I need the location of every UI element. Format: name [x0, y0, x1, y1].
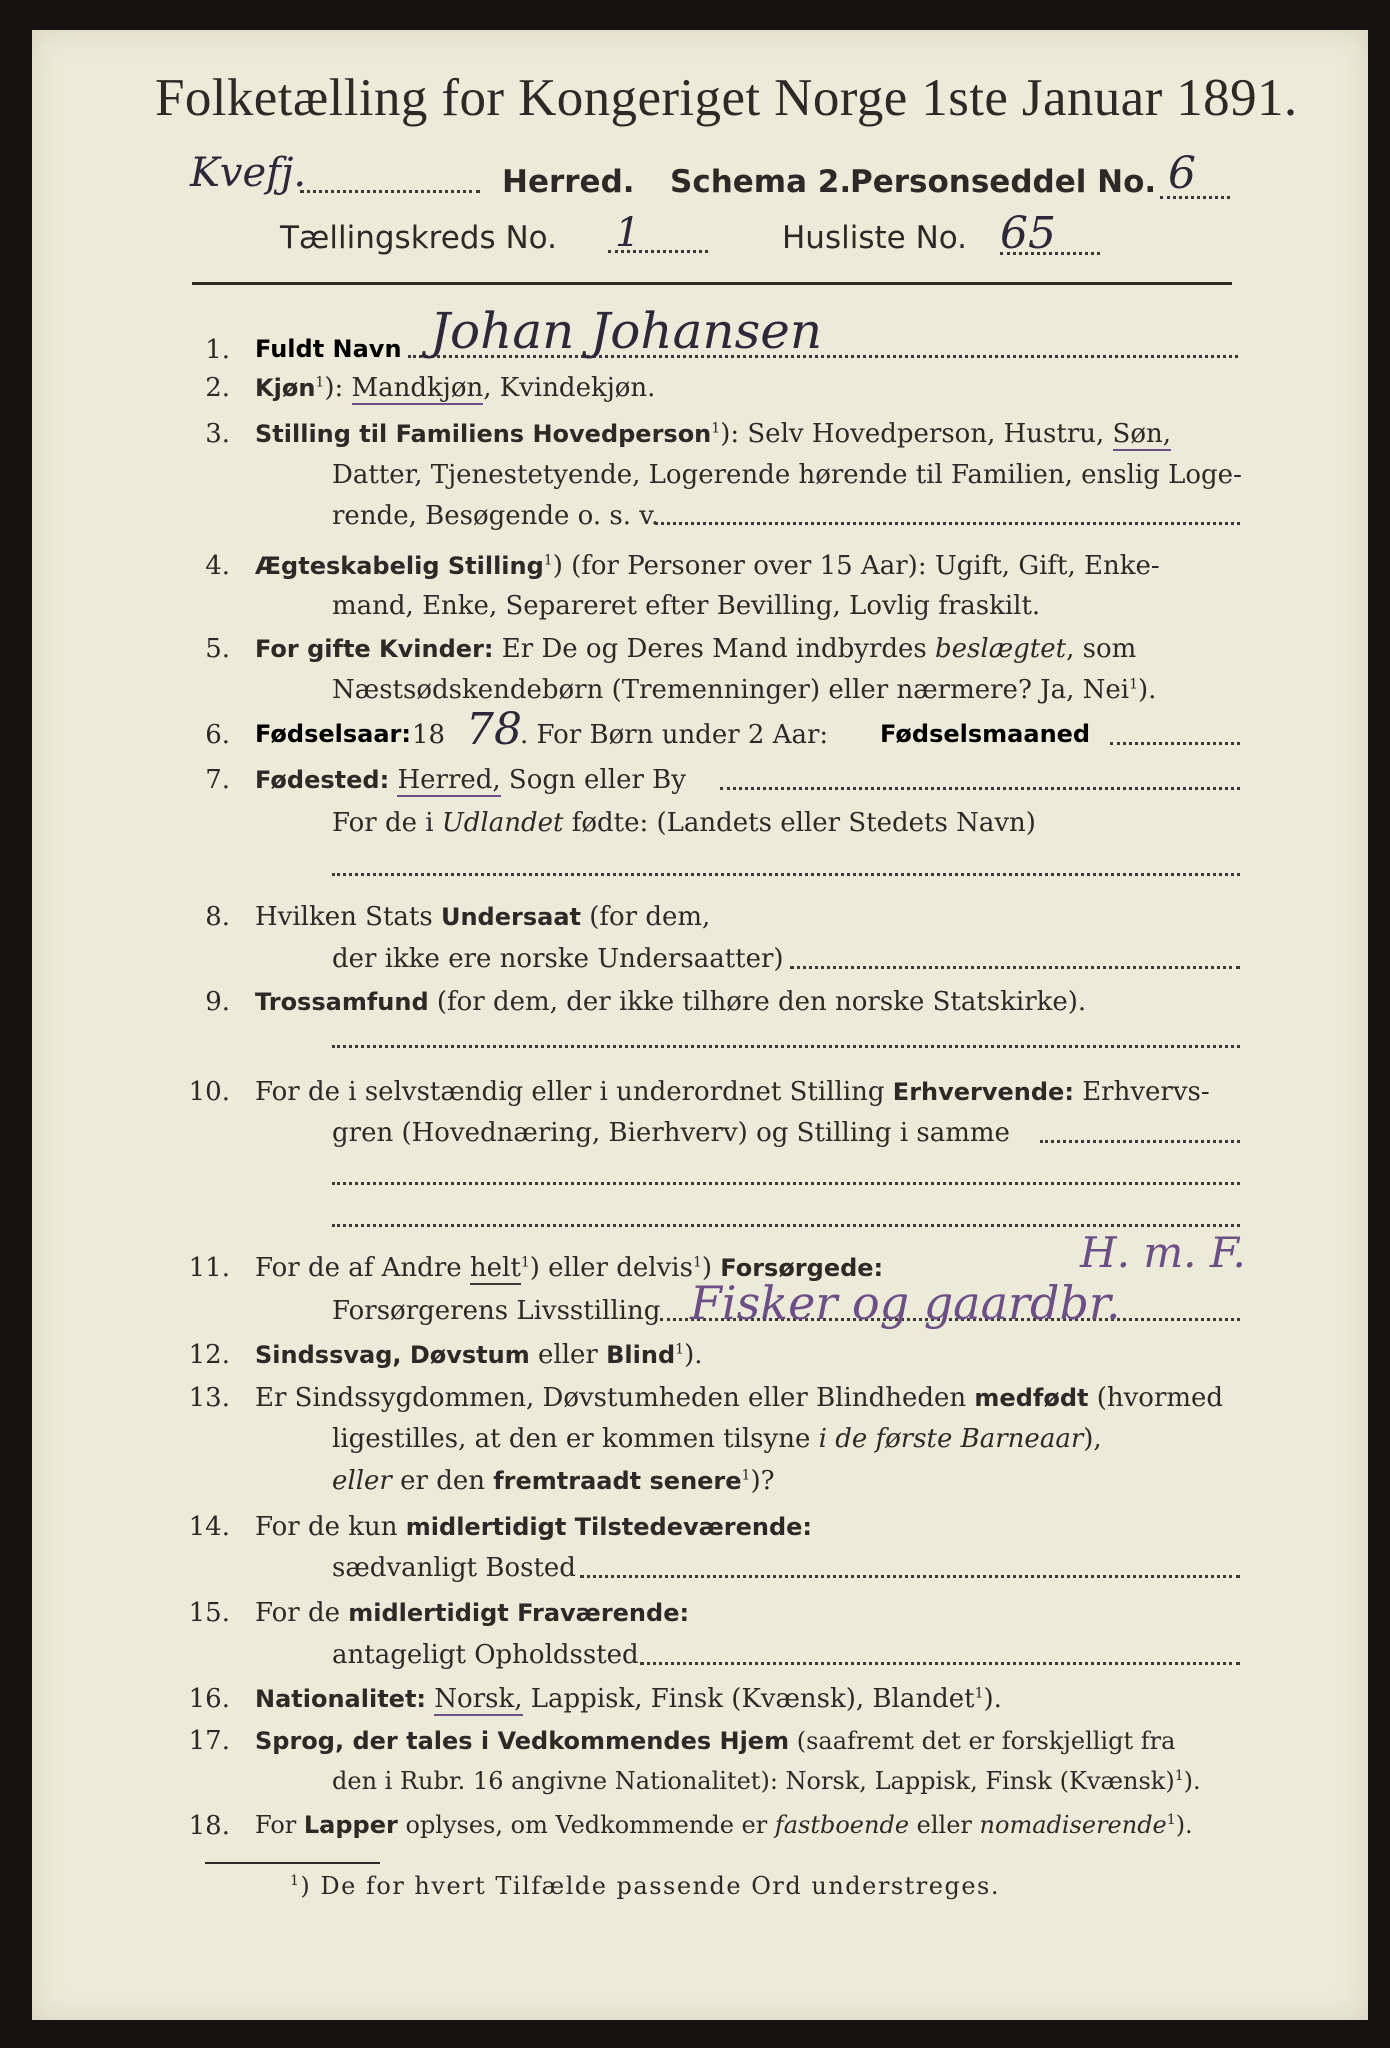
- q3-dotted-line: [655, 522, 1240, 525]
- personseddel-label: Personseddel No.: [850, 164, 1157, 200]
- q14-number: 14.: [188, 1512, 230, 1542]
- q7-dotted-line2: [332, 873, 1240, 876]
- q7-line2-a: For de i: [332, 808, 442, 838]
- q11-text-c: ): [701, 1253, 721, 1283]
- q14-line1: [255, 1512, 812, 1542]
- q11-text-a: For de af Andre: [255, 1253, 470, 1283]
- q4-footnote-mark: 1: [543, 552, 553, 569]
- q10-text-b: Erhvervs-: [1073, 1077, 1210, 1107]
- q2-text: ):: [324, 373, 352, 403]
- q17-footnote-mark: 1: [1174, 1768, 1184, 1784]
- q4-text: ) (for Personer over 15 Aar): Ugift, Gift, Enke-: [552, 551, 1160, 581]
- q16-text: Lappisk, Finsk (Kvænsk), Blandet: [522, 1684, 975, 1714]
- q6-year-handwritten: 78: [466, 704, 522, 755]
- q12-end: ).: [684, 1340, 703, 1370]
- q13-line2: [332, 1424, 1102, 1454]
- q7-label: Fødested:: [255, 766, 390, 794]
- q4-line1: [255, 551, 1160, 581]
- q18-number: 18.: [188, 1811, 230, 1841]
- q2-option-mandkjon: Mandkjøn: [351, 373, 484, 403]
- q13-line2-c: ),: [1083, 1424, 1102, 1454]
- schema-label: Schema 2.: [670, 164, 852, 200]
- q15-label: midlertidigt Fraværende:: [348, 1599, 690, 1627]
- q10-dotted-line1: [1040, 1140, 1240, 1143]
- q2-label: Kjøn: [255, 374, 316, 402]
- q9-label: Trossamfund: [255, 988, 429, 1016]
- q1-number: 1.: [205, 335, 230, 365]
- q7-line1: [255, 765, 686, 795]
- q1-answer-name: Johan Johansen: [430, 302, 823, 360]
- herred-dotted-line: [300, 190, 480, 193]
- q11-option-helt: helt: [469, 1253, 521, 1283]
- q11-label: Forsørgede:: [720, 1254, 884, 1282]
- q6-label: Fødselsaar:: [255, 720, 411, 748]
- q13-footnote-mark: 1: [741, 1467, 751, 1484]
- q18-mid: eller: [909, 1811, 980, 1839]
- q18-nomadiserende: nomadiserende: [979, 1811, 1167, 1839]
- q11-occupation-handwritten: Fisker og gaardbr.: [690, 1276, 1121, 1330]
- q8-label: Undersaat: [440, 903, 581, 931]
- q3-option-son: Søn,: [1112, 419, 1172, 449]
- q11-annotation-handwritten: H. m. F.: [1080, 1228, 1246, 1277]
- q18-footnote-mark: 1: [1166, 1812, 1176, 1828]
- q4-number: 4.: [205, 551, 230, 581]
- q17-label: Sprog, der tales i Vedkommendes Hjem: [255, 1727, 790, 1755]
- personseddel-number: 6: [1168, 148, 1196, 199]
- q10-dotted-line3: [332, 1224, 1240, 1227]
- q5-number: 5.: [205, 634, 230, 664]
- q5-line2: [332, 675, 1156, 705]
- q7-text: Sogn eller By: [500, 765, 686, 795]
- q15-number: 15.: [188, 1598, 230, 1628]
- q7-line2-c: fødte: (Landets eller Stedets Navn): [563, 808, 1036, 838]
- q13-line3-b: er den: [391, 1466, 494, 1496]
- q11-text-b: ) eller delvis: [529, 1253, 693, 1283]
- q3-number: 3.: [205, 419, 230, 449]
- q3-label: Stilling til Familiens Hovedperson: [255, 420, 712, 448]
- q5-end: ).: [1137, 675, 1157, 705]
- q7-line2-udlandet: Udlandet: [441, 808, 564, 838]
- q13-number: 13.: [188, 1383, 230, 1413]
- q13-line1: [255, 1383, 1223, 1413]
- q17-line2: [332, 1767, 1201, 1795]
- q16-end: ).: [983, 1684, 1002, 1714]
- footnote-text: ) De for hvert Tilfælde passende Ord understreges.: [300, 1872, 1000, 1900]
- q13-text-b: (hvormed: [1088, 1383, 1224, 1413]
- q18-label: Lapper: [303, 1811, 398, 1839]
- q3-text: ): Selv Hovedperson, Hustru,: [720, 419, 1113, 449]
- q13-label: medfødt: [974, 1384, 1089, 1412]
- q13-line2-a: ligestilles, at den er kommen tilsyne: [332, 1424, 819, 1454]
- q16-option-norsk: Norsk,: [434, 1684, 523, 1714]
- q8-line1: [255, 902, 710, 932]
- header-rule: [192, 282, 1232, 285]
- kreds-dotted-line: [608, 250, 708, 253]
- q17-number: 17.: [188, 1726, 230, 1756]
- q3-line1: [255, 419, 1171, 449]
- q14-dotted-line: [580, 1575, 1240, 1578]
- form-title: Folketælling for Kongeriget Norge 1ste Januar 1891.: [155, 69, 1298, 127]
- footnote-rule: [205, 1862, 380, 1864]
- q2-footnote-mark: 1: [315, 374, 325, 391]
- q14-label: midlertidigt Tilstedeværende:: [405, 1513, 813, 1541]
- q7-line2: [332, 808, 1036, 838]
- q13-text-a: Er Sindssygdommen, Døvstumheden eller Blindheden: [255, 1383, 975, 1413]
- q17-text-b: (saafremt det er forskjelligt fra: [789, 1727, 1176, 1755]
- q14-text-a: For de kun: [255, 1512, 406, 1542]
- q11-footnote-mark-2: 1: [692, 1254, 702, 1271]
- herred-handwritten: Kvefj.: [190, 150, 307, 196]
- q12-label-blind: Blind: [606, 1341, 676, 1369]
- husliste-dotted-line: [1000, 252, 1100, 255]
- q12-footnote-mark: 1: [675, 1341, 685, 1358]
- q8-text-b: (for dem,: [580, 902, 711, 932]
- q17-line2-text: den i Rubr. 16 angivne Nationalitet): Norsk, Lappisk, Finsk (Kvænsk): [332, 1767, 1175, 1795]
- q12-line: [255, 1340, 702, 1370]
- q6-mid-text: . For Børn under 2 Aar:: [520, 720, 829, 750]
- q5-text-line2: Næstsødskendebørn (Tremenninger) eller nærmere? Ja, Nei: [332, 675, 1130, 705]
- q1-label: Fuldt Navn: [255, 335, 402, 363]
- q17-end: ).: [1183, 1767, 1201, 1795]
- footnote-mark: 1: [290, 1873, 301, 1889]
- q5-label: For gifte Kvinder:: [255, 635, 494, 663]
- footnote: [290, 1872, 1000, 1900]
- q12-mid: eller: [529, 1340, 607, 1370]
- q16-label: Nationalitet:: [255, 1685, 427, 1713]
- q13-line3-c: )?: [750, 1466, 775, 1496]
- q14-line2: sædvanligt Bosted: [332, 1553, 576, 1583]
- q2-option-kvindekjon: , Kvindekjøn.: [483, 373, 656, 403]
- q15-line2: antageligt Opholdssted: [332, 1640, 639, 1670]
- q16-footnote-mark: 1: [974, 1685, 984, 1702]
- q7-option-herred: Herred,: [397, 765, 501, 795]
- q13-line3-eller: eller: [332, 1466, 392, 1496]
- q13-line2-italic: i de første Barneaar: [818, 1424, 1084, 1454]
- q2-number: 2.: [205, 373, 230, 403]
- q11-footnote-mark: 1: [520, 1254, 530, 1271]
- q8-text-a: Hvilken Stats: [255, 902, 441, 932]
- q16-line: [255, 1684, 1002, 1714]
- q7-dotted-line1: [720, 787, 1240, 790]
- q15-text-a: For de: [255, 1598, 349, 1628]
- husliste-label: Husliste No.: [782, 220, 968, 256]
- q15-line1: [255, 1598, 689, 1628]
- q12-label: Sindssvag, Døvstum: [255, 1341, 530, 1369]
- q9-text: (for dem, der ikke tilhøre den norske Statskirke).: [428, 987, 1087, 1017]
- q11-line2: Forsørgerens Livsstilling: [332, 1296, 661, 1326]
- q18-text-b: oplyses, om Vedkommende er: [397, 1811, 775, 1839]
- q16-number: 16.: [188, 1684, 230, 1714]
- q4-label: Ægteskabelig Stilling: [255, 552, 544, 580]
- q9-line: [255, 987, 1086, 1017]
- q18-fastboende: fastboende: [774, 1811, 910, 1839]
- q5-footnote-mark: 1: [1129, 676, 1138, 693]
- q12-number: 12.: [188, 1340, 230, 1370]
- q13-label3: fremtraadt senere: [493, 1467, 742, 1495]
- q3-line2: Datter, Tjenestetyende, Logerende hørende til Familien, enslig Loge-: [332, 460, 1242, 490]
- q6-label2: Fødselsmaaned: [880, 720, 1091, 748]
- personseddel-dotted-line: [1160, 196, 1230, 199]
- q4-line2: mand, Enke, Separeret efter Bevilling, Lovlig fraskilt.: [332, 591, 1041, 621]
- q9-dotted-line: [332, 1045, 1240, 1048]
- herred-label: Herred.: [502, 164, 635, 200]
- q5-line1: [255, 634, 1136, 664]
- q5-text-beslaegtet: beslægtet: [935, 634, 1067, 664]
- q6-prefix: 18: [412, 720, 446, 750]
- q10-number: 10.: [188, 1077, 230, 1107]
- q13-line3: [332, 1466, 775, 1496]
- q8-line2: der ikke ere norske Undersaatter): [332, 944, 784, 974]
- q3-footnote-mark: 1: [711, 420, 721, 437]
- q7-number: 7.: [205, 765, 230, 795]
- q9-number: 9.: [205, 987, 230, 1017]
- q18-end: ).: [1175, 1811, 1193, 1839]
- q8-dotted-line: [790, 966, 1240, 969]
- husliste-number: 65: [1000, 208, 1056, 259]
- q5-text-c: , som: [1066, 634, 1137, 664]
- q11-number: 11.: [188, 1253, 230, 1283]
- q10-label: Erhvervende:: [892, 1078, 1074, 1106]
- q6-dotted-line: [1110, 742, 1240, 745]
- kreds-number: 1: [615, 210, 641, 256]
- q6-number: 6.: [205, 720, 230, 750]
- q8-number: 8.: [205, 902, 230, 932]
- q3-line3: rende, Besøgende o. s. v.: [332, 501, 660, 531]
- q10-line2: gren (Hovednæring, Bierhverv) og Stilling i samme: [332, 1118, 1010, 1148]
- q10-text-a: For de i selvstændig eller i underordnet Stilling: [255, 1077, 893, 1107]
- q18-line: [255, 1811, 1193, 1839]
- q5-text-a: Er De og Deres Mand indbyrdes: [493, 634, 936, 664]
- q17-line1: [255, 1726, 1175, 1756]
- kreds-label: Tællingskreds No.: [280, 220, 557, 256]
- q15-dotted-line: [640, 1662, 1240, 1665]
- q18-text-a: For: [255, 1811, 304, 1839]
- q10-line1: [255, 1077, 1210, 1107]
- q2-line: [255, 373, 655, 403]
- q10-dotted-line2: [332, 1182, 1240, 1185]
